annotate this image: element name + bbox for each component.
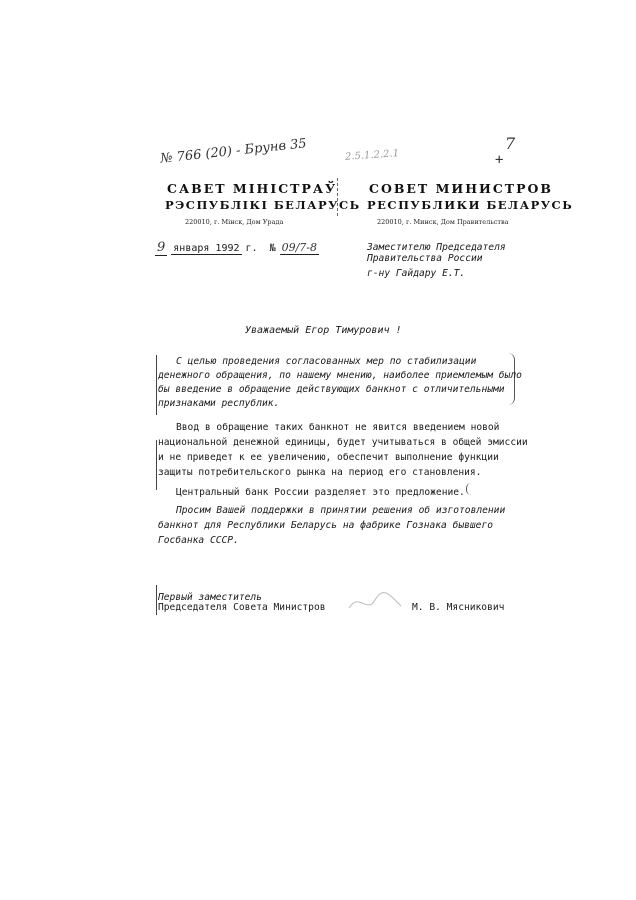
letterhead-left-address: 220010, г. Мінск, Дом Урада	[185, 218, 284, 226]
addressee-line2: Правительства России	[367, 253, 483, 264]
letterhead-right-line1: СОВЕТ МИНИСТРОВ	[369, 181, 553, 196]
paragraph-line: денежного обращения, по нашему мнению, наиболее приемлемым было	[158, 370, 522, 381]
number-label: №	[269, 243, 276, 254]
letterhead-divider	[337, 178, 338, 216]
paragraph-line: признаками республик.	[158, 398, 280, 409]
paragraph-line: Госбанка СССР.	[158, 535, 239, 546]
paragraph-line: национальной денежной единицы, будет учитываться в общей эмиссии	[158, 437, 528, 448]
addressee-line3: г-ну Гайдару Е.Т.	[367, 268, 466, 279]
date-month-year: января 1992	[173, 243, 240, 254]
letterhead-right-line2: РЕСПУБЛИКИ БЕЛАРУСЬ	[367, 198, 574, 212]
bracket-mark	[466, 483, 471, 495]
salutation: Уважаемый Егор Тимурович !	[245, 325, 402, 336]
letterhead-left-line2: РЭСПУБЛІКІ БЕЛАРУСЬ	[165, 198, 361, 212]
margin-mark	[156, 440, 157, 490]
cross-mark-icon: +	[495, 152, 504, 168]
signature-title-line1: Первый заместитель	[158, 592, 262, 603]
paragraph-line: Центральный банк России разделяет это предложение.	[176, 487, 465, 498]
faint-note: 2.5.1.2.2.1	[344, 148, 400, 163]
paragraph-line: Просим Вашей поддержки в принятии решения об изготовлении	[176, 505, 506, 516]
letterhead-left-line1: САВЕТ МІНІСТРАЎ	[167, 181, 338, 196]
addressee-line1: Заместителю Председателя	[367, 242, 506, 253]
paragraph-line: банкнот для Республики Беларусь на фабрике Гознака бывшего	[158, 520, 494, 531]
date-suffix: г.	[245, 243, 258, 254]
paragraph-3	[176, 487, 465, 498]
paragraph-line: С целью проведения согласованных мер по стабилизации	[176, 356, 477, 367]
reference-line	[155, 240, 319, 256]
corner-number: 7	[505, 134, 516, 153]
margin-mark	[156, 355, 157, 415]
signature-title-line2: Председателя Совета Министров	[158, 602, 326, 613]
letterhead-right-address: 220010, г. Минск, Дом Правительства	[377, 218, 509, 226]
paragraph-2	[158, 422, 528, 478]
signature-name: М. В. Мясникович	[412, 602, 505, 613]
paragraph-line: бы введение в обращение действующих банкнот с отличительными	[158, 384, 505, 395]
paragraph-4	[158, 505, 505, 546]
registration-note: № 766 (20) - Брунв 35	[159, 136, 308, 167]
signature-scribble	[345, 588, 405, 616]
paragraph-line: и не приведет к ее увеличению, обеспечит выполнение функции	[158, 452, 499, 463]
paragraph-1	[158, 356, 522, 409]
date-day: 9	[157, 240, 166, 255]
margin-mark	[156, 585, 157, 615]
paragraph-line: защиты потребительского рынка на период его становления.	[158, 467, 482, 478]
paragraph-line: Ввод в обращение таких банкнот не явится введением новой	[176, 422, 500, 433]
number-value: 09/7-8	[281, 241, 318, 254]
